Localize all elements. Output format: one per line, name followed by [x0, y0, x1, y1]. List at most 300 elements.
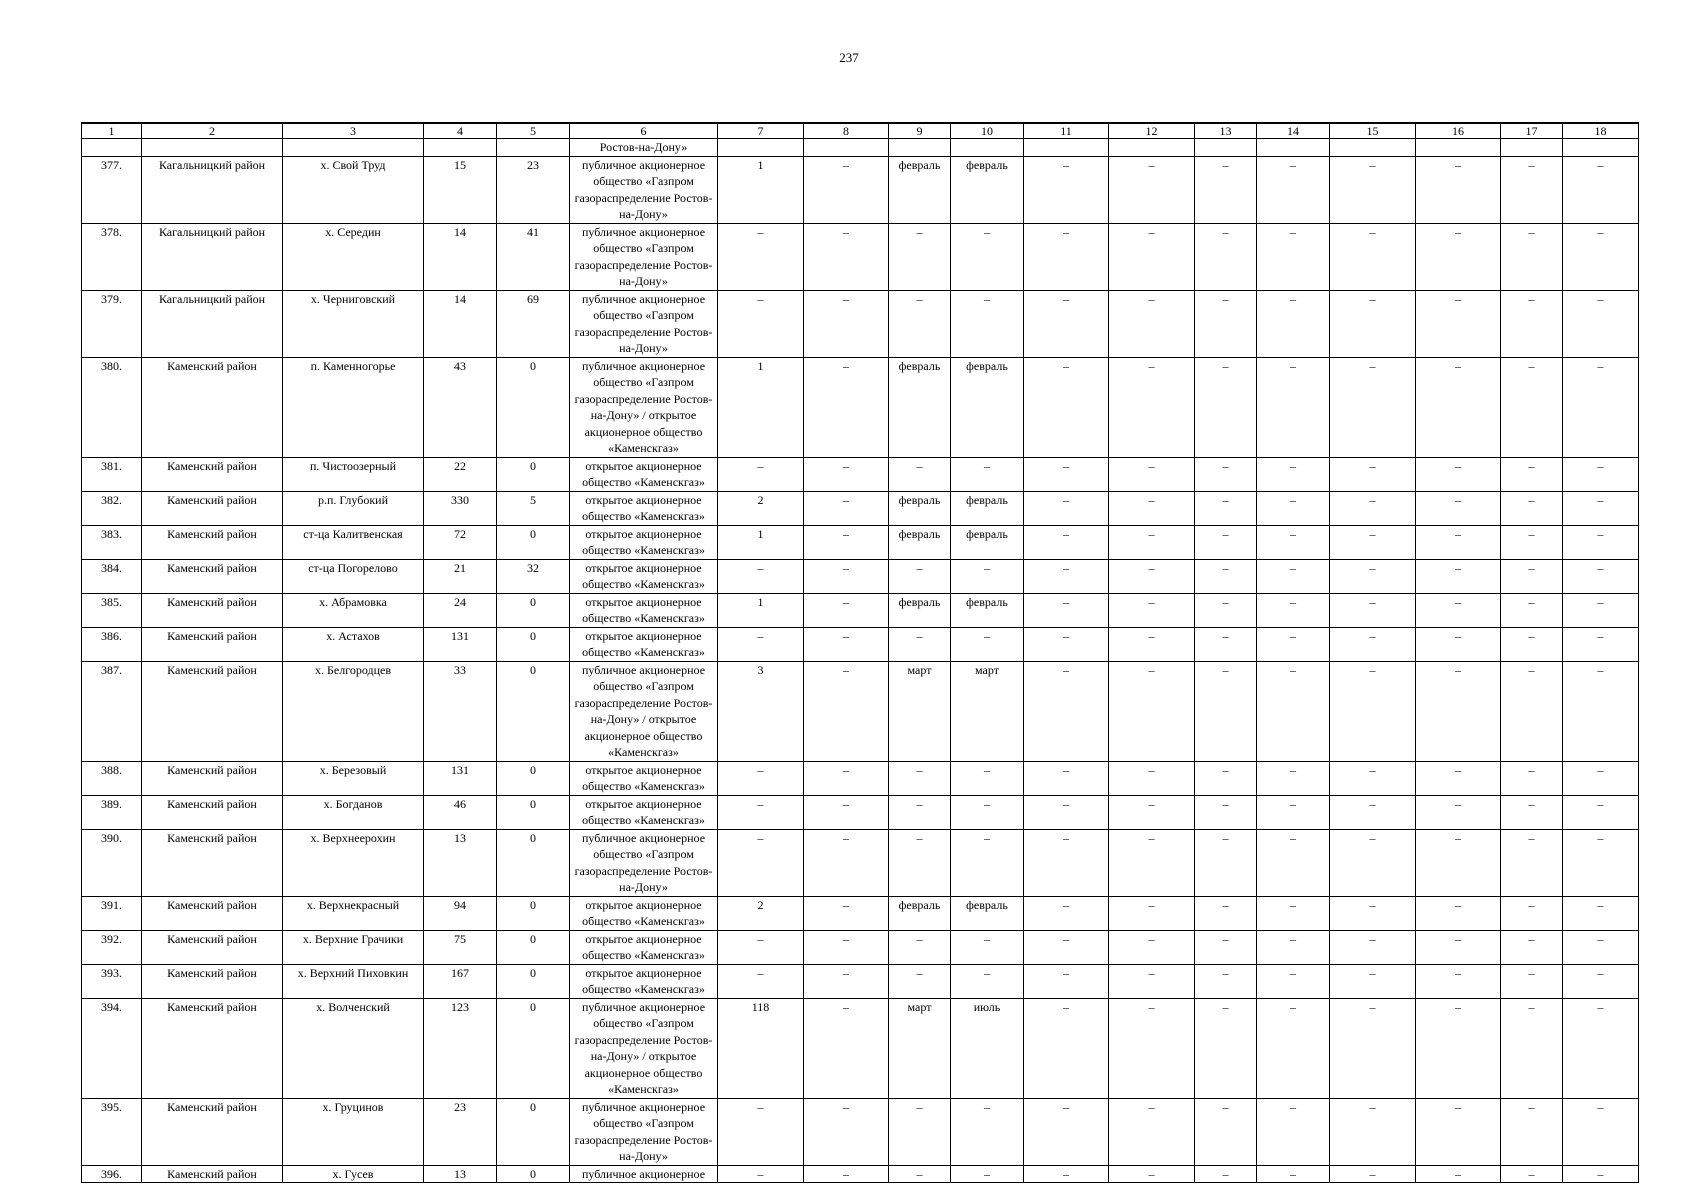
col-5-cell: 0	[497, 964, 570, 998]
district-cell: Каменский район	[142, 930, 283, 964]
col-4-cell: 33	[424, 661, 497, 761]
col-9-cell: –	[889, 1165, 951, 1183]
col-18-cell: –	[1563, 761, 1639, 795]
col-4-cell: 131	[424, 761, 497, 795]
col-8-cell: –	[804, 357, 889, 457]
col-13-cell: –	[1195, 593, 1257, 627]
col-5-cell: 41	[497, 223, 570, 290]
col-15-cell: –	[1330, 491, 1416, 525]
header-cell: 8	[804, 123, 889, 139]
col-17-cell: –	[1501, 1098, 1563, 1165]
row-number-cell: 389.	[82, 795, 142, 829]
organization-cell: открытое акционерное общество «Каменскгаз»	[570, 525, 718, 559]
col-17-cell: –	[1501, 627, 1563, 661]
col-12-cell: –	[1109, 795, 1195, 829]
col-9-cell: февраль	[889, 525, 951, 559]
col-13-cell: –	[1195, 357, 1257, 457]
organization-cell: открытое акционерное общество «Каменскгаз»	[570, 761, 718, 795]
col-4-cell: 13	[424, 829, 497, 896]
col-11-cell: –	[1024, 357, 1109, 457]
col-4-cell: 46	[424, 795, 497, 829]
col-8-cell: –	[804, 627, 889, 661]
continuation-cell: Ростов-на-Дону»	[570, 139, 718, 157]
col-18-cell: –	[1563, 223, 1639, 290]
col-17-cell: –	[1501, 357, 1563, 457]
col-12-cell: –	[1109, 964, 1195, 998]
table-row	[82, 930, 1639, 964]
district-cell: Кагальницкий район	[142, 290, 283, 357]
col-9-cell: –	[889, 559, 951, 593]
col-14-cell: –	[1257, 559, 1330, 593]
col-13-cell: –	[1195, 559, 1257, 593]
col-13-cell: –	[1195, 930, 1257, 964]
col-12-cell: –	[1109, 156, 1195, 223]
col-13-cell: –	[1195, 223, 1257, 290]
organization-cell: публичное акционерное общество «Газпром газораспределение Ростов-на-Дону»	[570, 1098, 718, 1165]
header-row	[82, 123, 1639, 139]
continuation-cell	[497, 139, 570, 157]
col-12-cell: –	[1109, 491, 1195, 525]
col-4-cell: 94	[424, 896, 497, 930]
col-8-cell: –	[804, 457, 889, 491]
header-cell: 15	[1330, 123, 1416, 139]
district-cell: Каменский район	[142, 896, 283, 930]
locality-cell: х. Богданов	[283, 795, 424, 829]
col-10-cell: март	[951, 661, 1024, 761]
col-18-cell: –	[1563, 627, 1639, 661]
col-9-cell: февраль	[889, 156, 951, 223]
col-13-cell: –	[1195, 491, 1257, 525]
table-body	[82, 123, 1639, 1183]
col-5-cell: 0	[497, 896, 570, 930]
continuation-row	[82, 139, 1639, 157]
continuation-cell	[142, 139, 283, 157]
col-18-cell: –	[1563, 964, 1639, 998]
row-number-cell: 390.	[82, 829, 142, 896]
col-18-cell: –	[1563, 491, 1639, 525]
header-cell: 2	[142, 123, 283, 139]
col-4-cell: 21	[424, 559, 497, 593]
continuation-cell	[804, 139, 889, 157]
col-4-cell: 14	[424, 290, 497, 357]
district-cell: Каменский район	[142, 593, 283, 627]
organization-cell: открытое акционерное общество «Каменскгаз»	[570, 593, 718, 627]
col-7-cell: –	[718, 627, 804, 661]
locality-cell: х. Волченский	[283, 998, 424, 1098]
header-cell: 13	[1195, 123, 1257, 139]
col-18-cell: –	[1563, 896, 1639, 930]
col-16-cell: –	[1416, 1165, 1501, 1183]
col-8-cell: –	[804, 491, 889, 525]
col-7-cell: –	[718, 1098, 804, 1165]
col-18-cell: –	[1563, 156, 1639, 223]
col-9-cell: –	[889, 964, 951, 998]
col-4-cell: 75	[424, 930, 497, 964]
organization-cell: публичное акционерное общество «Газпром газораспределение Ростов-на-Дону» / открытое акционерное общество «Каменскгаз»	[570, 998, 718, 1098]
col-14-cell: –	[1257, 661, 1330, 761]
locality-cell: х. Березовый	[283, 761, 424, 795]
col-18-cell: –	[1563, 1098, 1639, 1165]
col-4-cell: 167	[424, 964, 497, 998]
district-cell: Каменский район	[142, 795, 283, 829]
col-17-cell: –	[1501, 559, 1563, 593]
col-8-cell: –	[804, 223, 889, 290]
col-12-cell: –	[1109, 1165, 1195, 1183]
col-16-cell: –	[1416, 156, 1501, 223]
col-15-cell: –	[1330, 290, 1416, 357]
col-18-cell: –	[1563, 457, 1639, 491]
col-18-cell: –	[1563, 795, 1639, 829]
col-17-cell: –	[1501, 223, 1563, 290]
col-16-cell: –	[1416, 290, 1501, 357]
col-15-cell: –	[1330, 930, 1416, 964]
col-17-cell: –	[1501, 1165, 1563, 1183]
col-12-cell: –	[1109, 1098, 1195, 1165]
col-16-cell: –	[1416, 593, 1501, 627]
col-11-cell: –	[1024, 525, 1109, 559]
col-13-cell: –	[1195, 896, 1257, 930]
table-row	[82, 896, 1639, 930]
col-16-cell: –	[1416, 491, 1501, 525]
col-7-cell: 1	[718, 525, 804, 559]
row-number-cell: 381.	[82, 457, 142, 491]
col-13-cell: –	[1195, 964, 1257, 998]
page-number: 237	[839, 50, 859, 65]
row-number-cell: 378.	[82, 223, 142, 290]
col-14-cell: –	[1257, 491, 1330, 525]
district-cell: Кагальницкий район	[142, 223, 283, 290]
col-4-cell: 43	[424, 357, 497, 457]
col-17-cell: –	[1501, 896, 1563, 930]
district-cell: Каменский район	[142, 761, 283, 795]
organization-cell: открытое акционерное общество «Каменскгаз»	[570, 930, 718, 964]
col-15-cell: –	[1330, 896, 1416, 930]
col-10-cell: –	[951, 290, 1024, 357]
col-4-cell: 24	[424, 593, 497, 627]
col-18-cell: –	[1563, 290, 1639, 357]
header-cell: 4	[424, 123, 497, 139]
col-14-cell: –	[1257, 223, 1330, 290]
col-13-cell: –	[1195, 761, 1257, 795]
col-4-cell: 14	[424, 223, 497, 290]
col-5-cell: 5	[497, 491, 570, 525]
row-number-cell: 394.	[82, 998, 142, 1098]
col-11-cell: –	[1024, 930, 1109, 964]
col-8-cell: –	[804, 559, 889, 593]
district-cell: Каменский район	[142, 661, 283, 761]
col-10-cell: февраль	[951, 156, 1024, 223]
col-16-cell: –	[1416, 998, 1501, 1098]
row-number-cell: 377.	[82, 156, 142, 223]
col-18-cell: –	[1563, 357, 1639, 457]
district-cell: Каменский район	[142, 357, 283, 457]
col-8-cell: –	[804, 998, 889, 1098]
col-14-cell: –	[1257, 457, 1330, 491]
header-cell: 11	[1024, 123, 1109, 139]
locality-cell: х. Верхнеерохин	[283, 829, 424, 896]
col-4-cell: 131	[424, 627, 497, 661]
col-11-cell: –	[1024, 829, 1109, 896]
col-15-cell: –	[1330, 998, 1416, 1098]
row-number-cell: 396.	[82, 1165, 142, 1183]
col-17-cell: –	[1501, 491, 1563, 525]
header-cell: 14	[1257, 123, 1330, 139]
col-11-cell: –	[1024, 964, 1109, 998]
col-18-cell: –	[1563, 593, 1639, 627]
col-11-cell: –	[1024, 1098, 1109, 1165]
col-12-cell: –	[1109, 223, 1195, 290]
col-16-cell: –	[1416, 559, 1501, 593]
col-4-cell: 23	[424, 1098, 497, 1165]
col-7-cell: 1	[718, 156, 804, 223]
header-cell: 3	[283, 123, 424, 139]
col-12-cell: –	[1109, 525, 1195, 559]
col-10-cell: –	[951, 223, 1024, 290]
col-17-cell: –	[1501, 290, 1563, 357]
row-number-cell: 385.	[82, 593, 142, 627]
district-cell: Каменский район	[142, 1098, 283, 1165]
col-9-cell: –	[889, 930, 951, 964]
col-11-cell: –	[1024, 156, 1109, 223]
col-11-cell: –	[1024, 896, 1109, 930]
col-18-cell: –	[1563, 661, 1639, 761]
col-11-cell: –	[1024, 593, 1109, 627]
continuation-cell	[718, 139, 804, 157]
col-14-cell: –	[1257, 1165, 1330, 1183]
col-14-cell: –	[1257, 627, 1330, 661]
locality-cell: х. Белгородцев	[283, 661, 424, 761]
continuation-cell	[1416, 139, 1501, 157]
col-16-cell: –	[1416, 795, 1501, 829]
district-cell: Каменский район	[142, 559, 283, 593]
col-5-cell: 0	[497, 357, 570, 457]
col-9-cell: –	[889, 627, 951, 661]
col-7-cell: 1	[718, 357, 804, 457]
table-row	[82, 357, 1639, 457]
col-12-cell: –	[1109, 357, 1195, 457]
col-14-cell: –	[1257, 290, 1330, 357]
col-14-cell: –	[1257, 998, 1330, 1098]
col-15-cell: –	[1330, 156, 1416, 223]
col-5-cell: 0	[497, 761, 570, 795]
locality-cell: ст-ца Погорелово	[283, 559, 424, 593]
col-18-cell: –	[1563, 559, 1639, 593]
col-13-cell: –	[1195, 829, 1257, 896]
col-12-cell: –	[1109, 559, 1195, 593]
locality-cell: х. Верхний Пиховкин	[283, 964, 424, 998]
col-10-cell: февраль	[951, 525, 1024, 559]
col-9-cell: февраль	[889, 896, 951, 930]
col-10-cell: февраль	[951, 896, 1024, 930]
col-8-cell: –	[804, 1165, 889, 1183]
data-table	[81, 122, 1639, 1183]
col-17-cell: –	[1501, 457, 1563, 491]
col-17-cell: –	[1501, 998, 1563, 1098]
col-8-cell: –	[804, 1098, 889, 1165]
table-row	[82, 795, 1639, 829]
col-15-cell: –	[1330, 627, 1416, 661]
col-13-cell: –	[1195, 1165, 1257, 1183]
col-9-cell: –	[889, 829, 951, 896]
col-5-cell: 69	[497, 290, 570, 357]
col-5-cell: 32	[497, 559, 570, 593]
row-number-cell: 388.	[82, 761, 142, 795]
col-11-cell: –	[1024, 491, 1109, 525]
col-9-cell: –	[889, 223, 951, 290]
col-17-cell: –	[1501, 829, 1563, 896]
col-13-cell: –	[1195, 525, 1257, 559]
col-11-cell: –	[1024, 559, 1109, 593]
continuation-cell	[1330, 139, 1416, 157]
col-11-cell: –	[1024, 998, 1109, 1098]
col-12-cell: –	[1109, 761, 1195, 795]
table-row	[82, 661, 1639, 761]
locality-cell: х. Абрамовка	[283, 593, 424, 627]
col-9-cell: –	[889, 761, 951, 795]
col-16-cell: –	[1416, 829, 1501, 896]
col-5-cell: 0	[497, 930, 570, 964]
col-16-cell: –	[1416, 761, 1501, 795]
col-5-cell: 0	[497, 661, 570, 761]
col-8-cell: –	[804, 290, 889, 357]
col-9-cell: –	[889, 457, 951, 491]
row-number-cell: 395.	[82, 1098, 142, 1165]
organization-cell: публичное акционерное общество «Газпром газораспределение Ростов-на-Дону» / открытое акционерное общество «Каменскгаз»	[570, 357, 718, 457]
col-8-cell: –	[804, 964, 889, 998]
locality-cell: п. Чистоозерный	[283, 457, 424, 491]
locality-cell: п. Каменногорье	[283, 357, 424, 457]
col-7-cell: –	[718, 559, 804, 593]
col-7-cell: –	[718, 223, 804, 290]
organization-cell: открытое акционерное общество «Каменскгаз»	[570, 795, 718, 829]
organization-cell: публичное акционерное	[570, 1165, 718, 1183]
organization-cell: открытое акционерное общество «Каменскгаз»	[570, 896, 718, 930]
district-cell: Каменский район	[142, 829, 283, 896]
col-15-cell: –	[1330, 525, 1416, 559]
col-11-cell: –	[1024, 1165, 1109, 1183]
col-8-cell: –	[804, 829, 889, 896]
header-cell: 18	[1563, 123, 1639, 139]
locality-cell: х. Верхние Грачики	[283, 930, 424, 964]
organization-cell: открытое акционерное общество «Каменскгаз»	[570, 457, 718, 491]
col-12-cell: –	[1109, 998, 1195, 1098]
row-number-cell: 391.	[82, 896, 142, 930]
col-15-cell: –	[1330, 1098, 1416, 1165]
col-16-cell: –	[1416, 896, 1501, 930]
col-13-cell: –	[1195, 661, 1257, 761]
table-row	[82, 1098, 1639, 1165]
col-11-cell: –	[1024, 761, 1109, 795]
col-17-cell: –	[1501, 964, 1563, 998]
col-13-cell: –	[1195, 1098, 1257, 1165]
district-cell: Каменский район	[142, 491, 283, 525]
col-7-cell: –	[718, 930, 804, 964]
col-13-cell: –	[1195, 795, 1257, 829]
table-row	[82, 761, 1639, 795]
col-9-cell: февраль	[889, 593, 951, 627]
header-cell: 12	[1109, 123, 1195, 139]
table-row	[82, 223, 1639, 290]
col-7-cell: –	[718, 829, 804, 896]
header-cell: 9	[889, 123, 951, 139]
col-4-cell: 22	[424, 457, 497, 491]
col-17-cell: –	[1501, 661, 1563, 761]
col-9-cell: –	[889, 795, 951, 829]
district-cell: Каменский район	[142, 627, 283, 661]
col-15-cell: –	[1330, 1165, 1416, 1183]
col-5-cell: 0	[497, 627, 570, 661]
row-number-cell: 393.	[82, 964, 142, 998]
col-13-cell: –	[1195, 627, 1257, 661]
row-number-cell: 387.	[82, 661, 142, 761]
col-7-cell: 1	[718, 593, 804, 627]
col-15-cell: –	[1330, 761, 1416, 795]
col-5-cell: 0	[497, 795, 570, 829]
table-row	[82, 829, 1639, 896]
table-row	[82, 525, 1639, 559]
locality-cell: х. Верхнекрасный	[283, 896, 424, 930]
header-cell: 6	[570, 123, 718, 139]
col-8-cell: –	[804, 896, 889, 930]
col-5-cell: 0	[497, 457, 570, 491]
col-17-cell: –	[1501, 593, 1563, 627]
col-4-cell: 330	[424, 491, 497, 525]
col-11-cell: –	[1024, 627, 1109, 661]
organization-cell: публичное акционерное общество «Газпром газораспределение Ростов-на-Дону»	[570, 223, 718, 290]
header-cell: 17	[1501, 123, 1563, 139]
continuation-cell	[1024, 139, 1109, 157]
col-5-cell: 0	[497, 1098, 570, 1165]
locality-cell: х. Свой Труд	[283, 156, 424, 223]
col-18-cell: –	[1563, 525, 1639, 559]
col-8-cell: –	[804, 795, 889, 829]
col-12-cell: –	[1109, 930, 1195, 964]
col-4-cell: 13	[424, 1165, 497, 1183]
col-18-cell: –	[1563, 829, 1639, 896]
col-16-cell: –	[1416, 661, 1501, 761]
col-12-cell: –	[1109, 661, 1195, 761]
col-11-cell: –	[1024, 223, 1109, 290]
header-cell: 1	[82, 123, 142, 139]
col-14-cell: –	[1257, 829, 1330, 896]
row-number-cell: 386.	[82, 627, 142, 661]
col-8-cell: –	[804, 156, 889, 223]
col-5-cell: 0	[497, 998, 570, 1098]
col-14-cell: –	[1257, 930, 1330, 964]
col-13-cell: –	[1195, 156, 1257, 223]
col-17-cell: –	[1501, 761, 1563, 795]
district-cell: Кагальницкий район	[142, 156, 283, 223]
district-cell: Каменский район	[142, 998, 283, 1098]
continuation-cell	[1195, 139, 1257, 157]
header-cell: 16	[1416, 123, 1501, 139]
col-10-cell: –	[951, 964, 1024, 998]
col-12-cell: –	[1109, 593, 1195, 627]
col-5-cell: 0	[497, 829, 570, 896]
col-5-cell: 0	[497, 525, 570, 559]
col-12-cell: –	[1109, 829, 1195, 896]
col-10-cell: –	[951, 1165, 1024, 1183]
col-16-cell: –	[1416, 964, 1501, 998]
col-7-cell: 2	[718, 896, 804, 930]
col-15-cell: –	[1330, 661, 1416, 761]
col-17-cell: –	[1501, 930, 1563, 964]
header-cell: 5	[497, 123, 570, 139]
continuation-cell	[1563, 139, 1639, 157]
col-14-cell: –	[1257, 593, 1330, 627]
col-11-cell: –	[1024, 795, 1109, 829]
col-4-cell: 123	[424, 998, 497, 1098]
